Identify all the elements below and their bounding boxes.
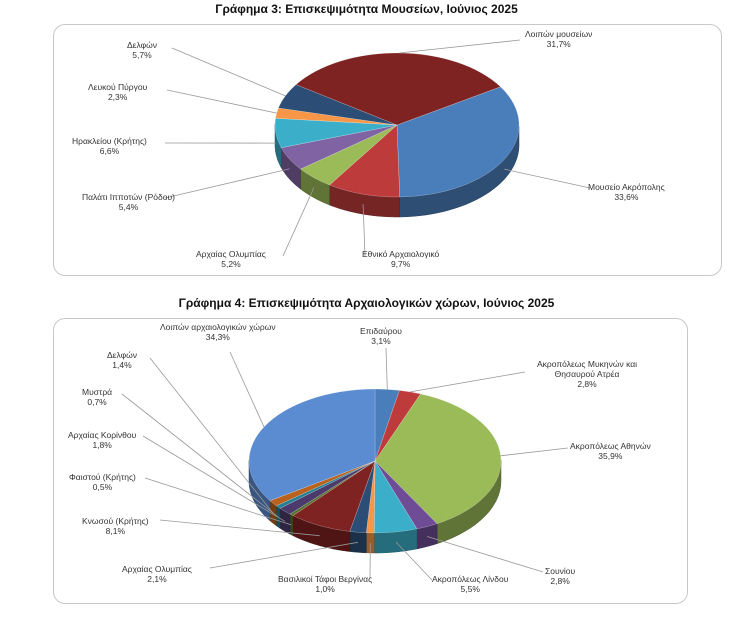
chart-4-label-epidavros: Επιδαύρου 3,1% [360, 326, 402, 346]
leader-line-4 [165, 169, 289, 198]
leader-line-11 [150, 358, 273, 513]
chart-3-label-irakleio: Ηρακλείου (Κρήτης) 6,6% [72, 136, 147, 156]
chart-4-label-lindos: Ακροπόλεως Λίνδου 5,5% [432, 574, 509, 594]
chart-4-label-knossos: Κνωσού (Κρήτης) 8,1% [82, 516, 149, 536]
chart-3-label-delfon: Δελφών 5,7% [127, 40, 157, 60]
leader-line-7 [504, 169, 590, 188]
chart-4-pie [122, 348, 568, 580]
chart-3-label-ethniko: Εθνικό Αρχαιολογικό 9,7% [362, 249, 440, 269]
chart-4-label-sounio: Σουνίου 2,8% [545, 566, 576, 586]
leader-line-5 [283, 188, 314, 256]
chart-3-label-lpm: Λοιπών μουσείων 31,7% [525, 29, 593, 49]
chart-3-pie [165, 40, 590, 256]
chart-4-label-delfon: Δελφών 1,4% [107, 350, 137, 370]
chart-3-label-lefkos: Λευκού Πύργου 2,3% [88, 82, 148, 102]
leader-line-0 [399, 40, 520, 53]
leader-line-3 [427, 537, 543, 573]
leader-line-1 [172, 48, 285, 96]
chart-3-label-olympia: Αρχαίας Ολυμπίας 5,2% [196, 249, 266, 269]
leader-line-2 [501, 448, 568, 456]
chart-3-title: Γράφημα 3: Επισκεψιμότητα Μουσείων, Ιούνιος 2025 [215, 2, 518, 16]
chart-3-label-palati: Παλάτι Ιπποτών (Ρόδου) 5,4% [82, 192, 175, 212]
leader-line-1 [410, 372, 525, 392]
chart-4-label-korinthos: Αρχαίας Κορίνθου 1,8% [68, 430, 137, 450]
chart-4-label-faistos: Φαιστού (Κρήτης) 0,5% [69, 472, 136, 492]
chart-4-label-akropoli: Ακροπόλεως Αθηνών 35,9% [570, 441, 651, 461]
chart-3-label-akropoli: Μουσείο Ακρόπολης 33,6% [588, 182, 665, 202]
chart-4-title: Γράφημα 4: Επισκεψιμότητα Αρχαιολογικών χώρων, Ιούνιος 2025 [178, 296, 555, 310]
pie-side-6 [350, 532, 367, 553]
leader-line-0 [386, 348, 387, 389]
chart-4-label-olympia: Αρχαίας Ολυμπίας 2,1% [122, 564, 192, 584]
chart-4-label-vergina: Βασιλικοί Τάφοι Βεργίνας 1,0% [278, 574, 373, 594]
leader-line-12 [230, 352, 264, 427]
chart-4-label-mykines: Ακροπόλεως Μυκηνών και Θησαυρού Ατρέα 2,8% [536, 359, 638, 389]
chart-4-label-mystras: Μυστρά 0,7% [82, 387, 113, 407]
leader-line-2 [167, 90, 277, 113]
chart-4-label-loipon: Λοιπών αρχαιολογικών χώρων 34,3% [160, 322, 276, 342]
leader-line-6 [210, 542, 358, 568]
